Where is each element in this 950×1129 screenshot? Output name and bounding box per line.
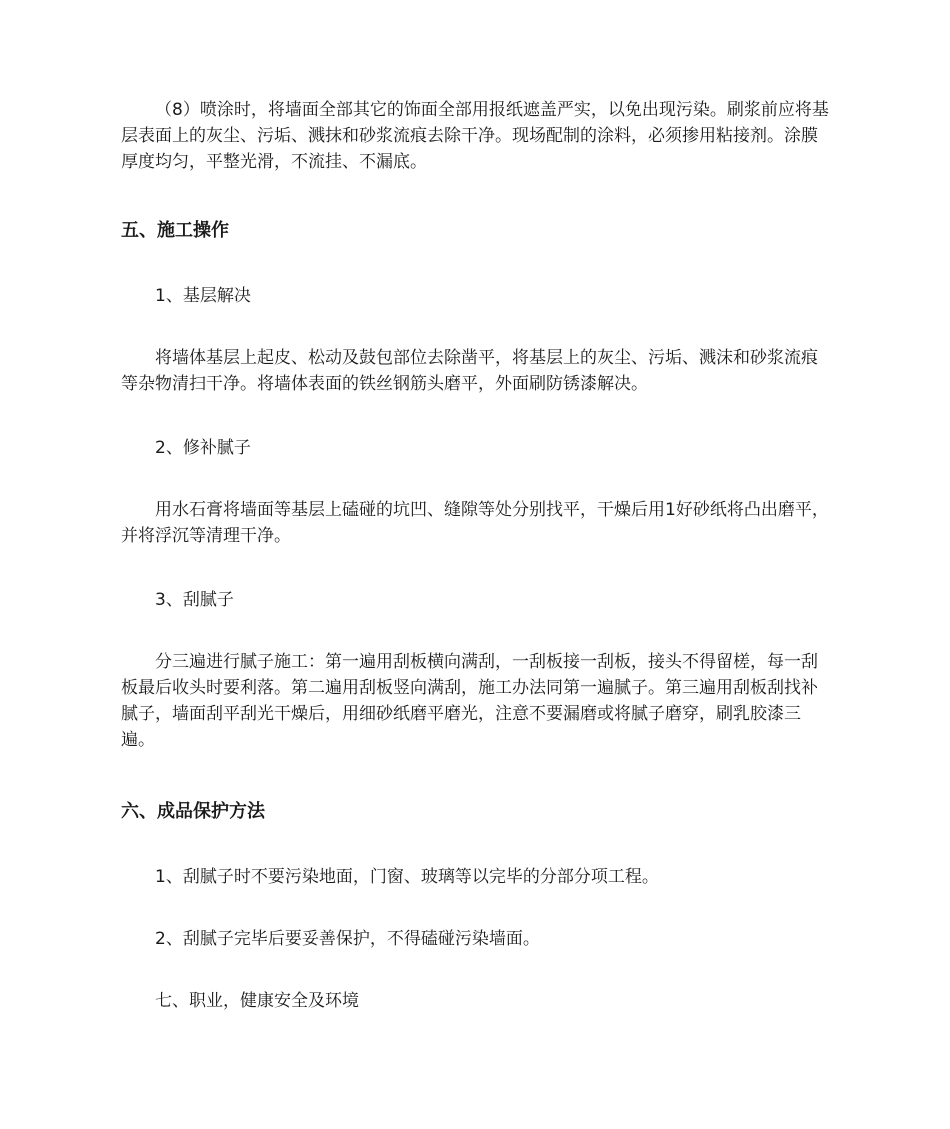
subheading-base-treatment: 1、基层解决 (155, 286, 251, 306)
section-heading-construction: 五、施工操作 (121, 220, 229, 241)
subheading-scrape-putty: 3、刮腻子 (155, 590, 234, 610)
paragraph-scrape-putty: 分三遍进行腻子施工：第一遍用刮板横向满刮，一刮板接一刮板，接头不得留槎，每一刮板最后收头时要利落。第二遍用刮板竖向满刮，施工办法同第一遍腻子。第三遍用刮板刮找补腻子，墙面刮平刮光干燥后，用细砂纸磨平磨光，注意不要漏磨或将腻子磨穿，刷乳胶漆三遍。 (121, 652, 818, 750)
list-item-protection-2: 2、刮腻子完毕后要妥善保护，不得磕碰污染墙面。 (155, 929, 540, 949)
paragraph-spraying-note: （8）喷涂时，将墙面全部其它的饰面全部用报纸遮盖严实，以免出现污染。刷浆前应将基层表面上的灰尘、污垢、溅抹和砂浆流痕去除干净。现场配制的涂料，必须掺用粘接剂。涂膜厚度均匀，平整光滑，不流挂、不漏底。 (121, 100, 829, 172)
subheading-repair-putty: 2、修补腻子 (155, 438, 251, 458)
paragraph-repair-putty: 用水石膏将墙面等基层上磕碰的坑凹、缝隙等处分别找平，干燥后用1好砂纸将凸出磨平，并将浮沉等清理干净。 (121, 500, 829, 546)
subheading-occupational-health: 七、职业，健康安全及环境 (155, 991, 359, 1011)
section-heading-protection: 六、成品保护方法 (121, 801, 265, 822)
paragraph-base-treatment: 将墙体基层上起皮、松动及鼓包部位去除凿平，将基层上的灰尘、污垢、溅沫和砂浆流痕等杂物清扫干净。将墙体表面的铁丝钢筋头磨平，外面刷防锈漆解决。 (121, 348, 818, 394)
list-item-protection-1: 1、刮腻子时不要污染地面，门窗、玻璃等以完毕的分部分项工程。 (155, 867, 659, 887)
